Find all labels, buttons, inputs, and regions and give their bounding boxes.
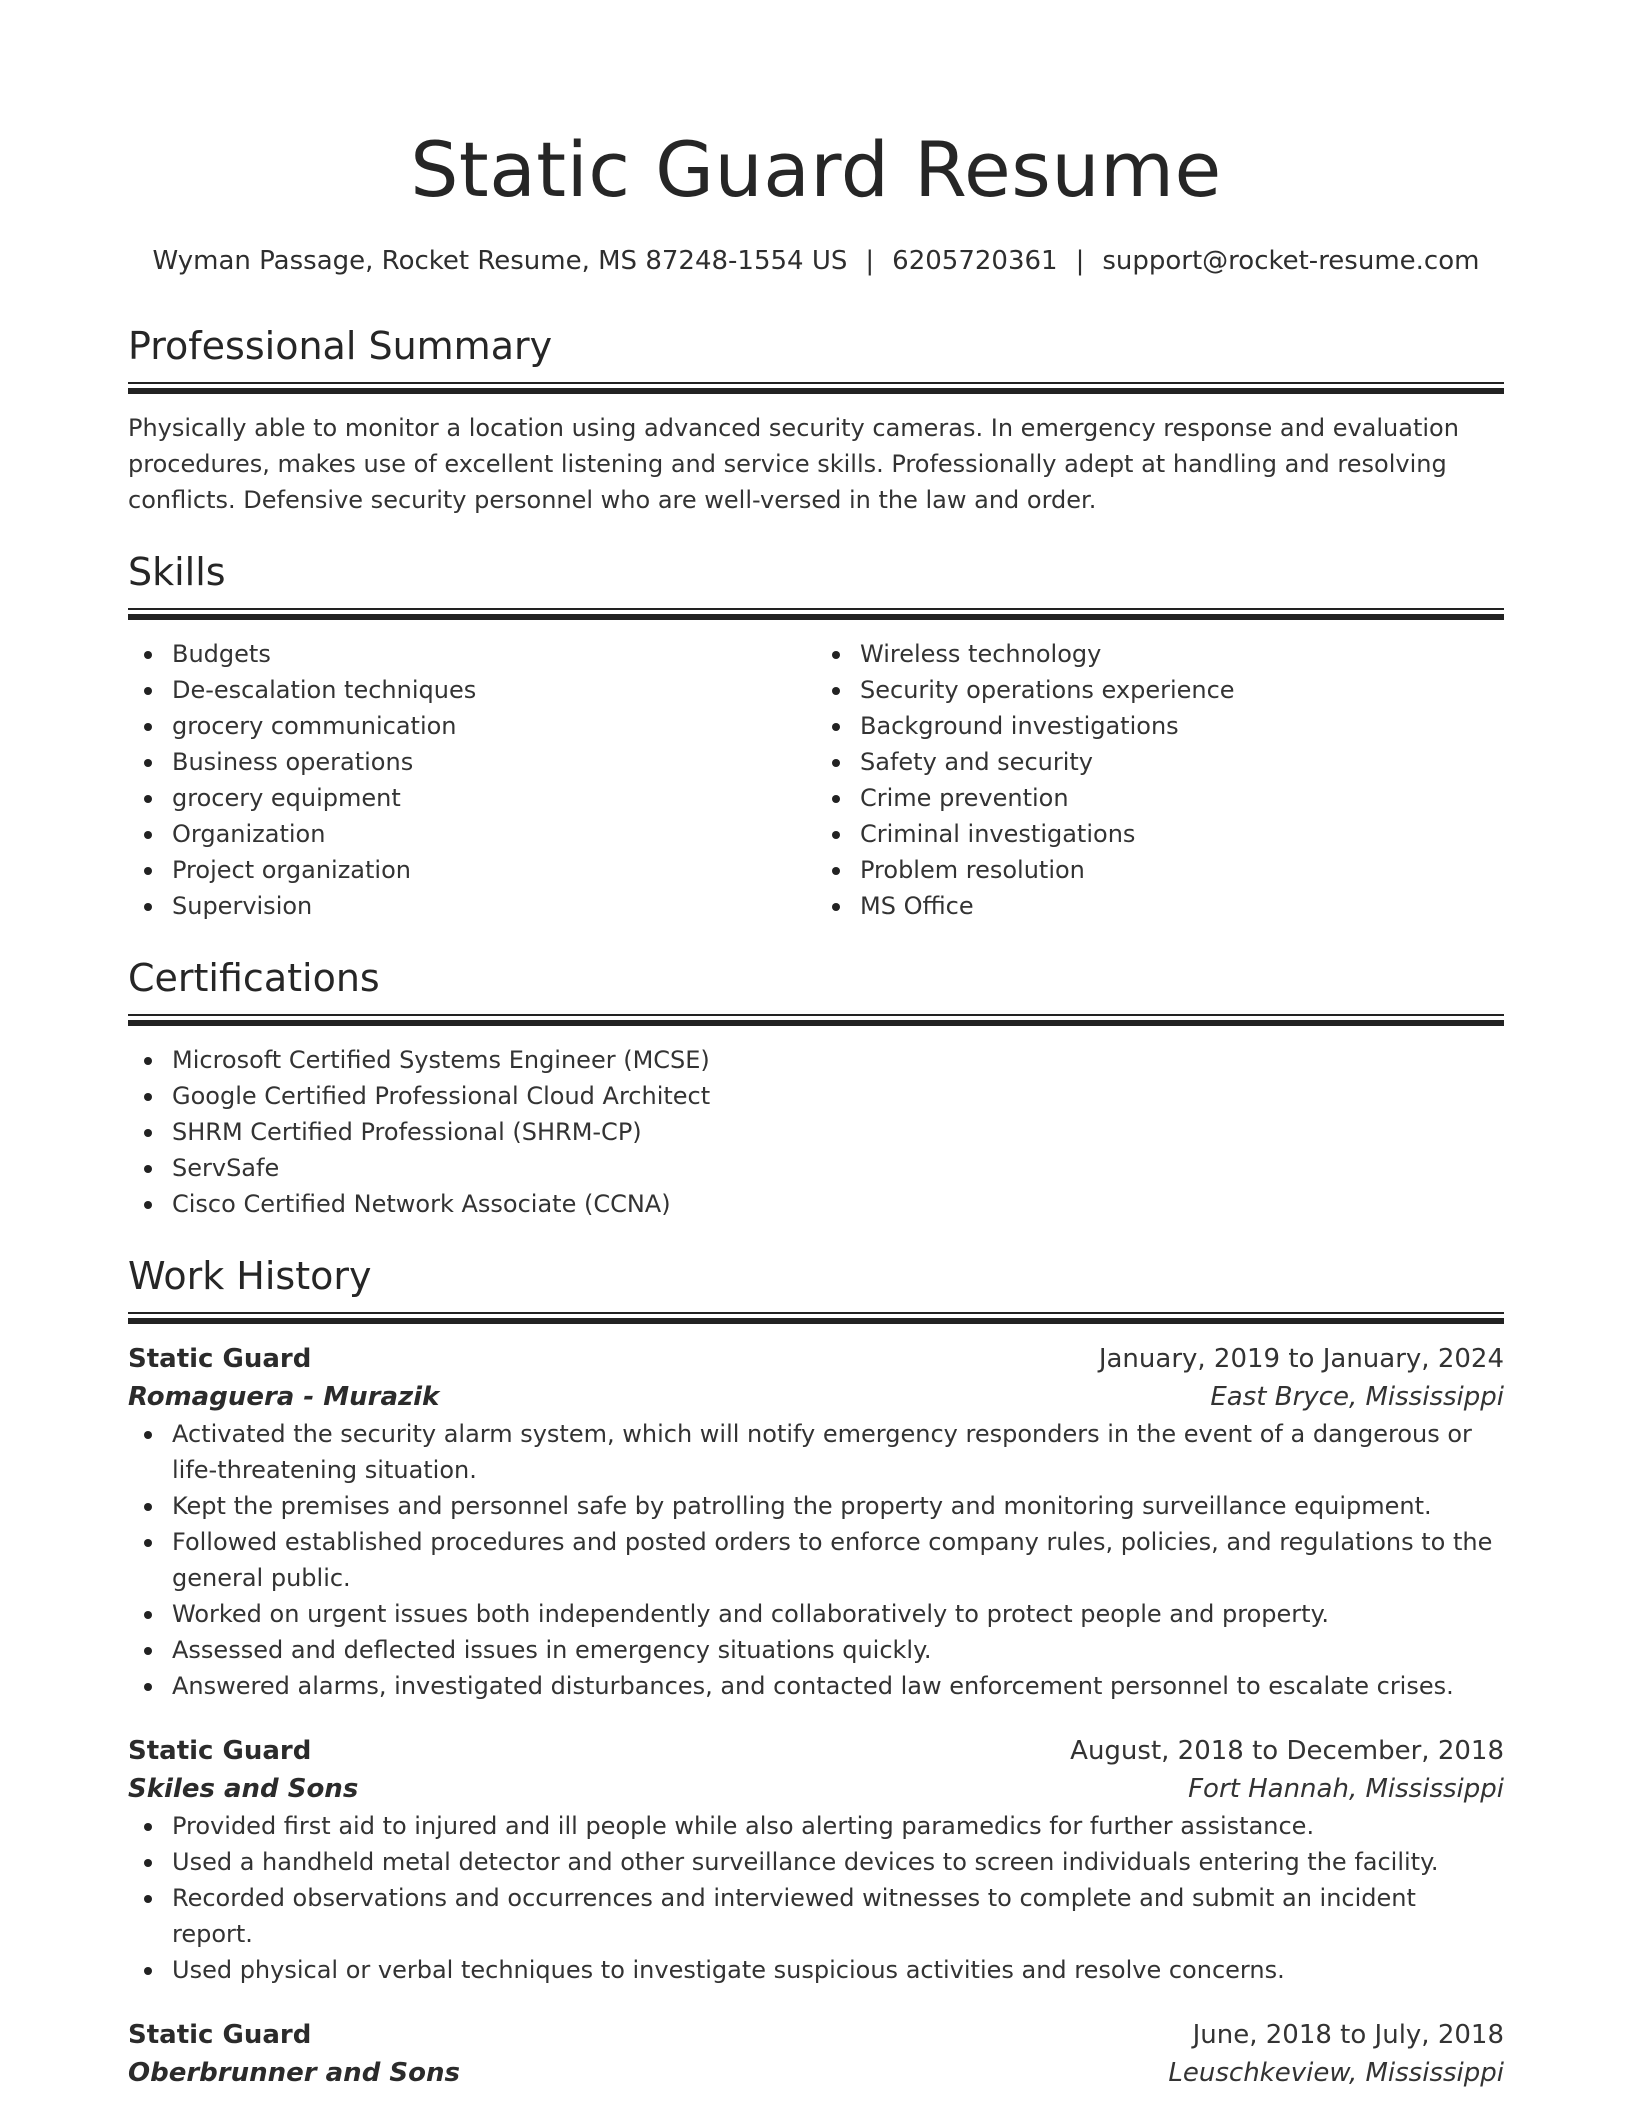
certification-item: SHRM Certified Professional (SHRM-CP) — [128, 1114, 1504, 1150]
certifications-section — [128, 952, 1504, 1222]
resume-title: Static Guard Resume — [410, 125, 1222, 214]
section-divider — [128, 382, 1504, 394]
job-location: Leuschkeview, Mississippi — [1168, 2058, 1504, 2088]
job-header — [128, 1340, 1504, 1378]
skill-item: Organization — [128, 816, 816, 852]
section-title-skills: Skills — [128, 550, 226, 594]
job-header — [128, 1732, 1504, 1770]
contact-phone: 6205720361 — [892, 246, 1058, 276]
skill-item: Problem resolution — [816, 852, 1504, 888]
job-subheader — [128, 1378, 1504, 1416]
job-title: Static Guard — [128, 1736, 312, 1766]
contact-email: support@rocket-resume.com — [1102, 246, 1480, 276]
job-bullet-list — [128, 1808, 1504, 1988]
job-bullet: Answered alarms, investigated disturbances, and contacted law enforcement personnel to escalate crises. — [128, 1668, 1504, 1704]
section-divider — [128, 1312, 1504, 1324]
job-bullet-list — [128, 1416, 1504, 1704]
job-bullet: Recorded observations and occurrences and interviewed witnesses to complete and submit an incident report. — [128, 1880, 1504, 1952]
skill-item: Business operations — [128, 744, 816, 780]
job-bullet: Followed established procedures and posted orders to enforce company rules, policies, and regulations to the general public. — [128, 1524, 1504, 1596]
certification-item: Microsoft Certified Systems Engineer (MCSE) — [128, 1042, 1504, 1078]
skill-item: De-escalation techniques — [128, 672, 816, 708]
job-entry — [128, 2016, 1504, 2092]
work-history-section — [128, 1250, 1504, 2092]
section-title-certifications: Certifications — [128, 956, 380, 1000]
skill-item: Crime prevention — [816, 780, 1504, 816]
job-entry — [128, 1340, 1504, 1704]
skills-list-right — [816, 636, 1504, 924]
summary-text: Physically able to monitor a location using advanced security cameras. In emergency response and evaluation procedures, makes use of excellent listening and service skills. Professionally adept at handling and resolving conflicts. Defensive security personnel who are well-versed in the law and order. — [128, 414, 1459, 514]
job-subheader — [128, 1770, 1504, 1808]
skill-item: MS Office — [816, 888, 1504, 924]
section-title-summary: Professional Summary — [128, 324, 553, 368]
section-title-work-history: Work History — [128, 1254, 372, 1298]
certification-item: Cisco Certified Network Associate (CCNA) — [128, 1186, 1504, 1222]
job-subheader — [128, 2054, 1504, 2092]
job-title: Static Guard — [128, 2020, 312, 2050]
skills-columns — [128, 636, 1504, 924]
skill-item: grocery communication — [128, 708, 816, 744]
job-company: Romaguera - Murazik — [128, 1382, 440, 1412]
job-bullet: Kept the premises and personnel safe by patrolling the property and monitoring surveillance equipment. — [128, 1488, 1504, 1524]
job-title: Static Guard — [128, 1344, 312, 1374]
skills-list-left — [128, 636, 816, 924]
certification-item: Google Certified Professional Cloud Architect — [128, 1078, 1504, 1114]
job-location: East Bryce, Mississippi — [1210, 1382, 1504, 1412]
job-bullet: Activated the security alarm system, which will notify emergency responders in the event of a dangerous or life-threatening situation. — [128, 1416, 1504, 1488]
job-company: Oberbrunner and Sons — [128, 2058, 460, 2088]
contact-line — [128, 244, 1504, 278]
skill-item: Project organization — [128, 852, 816, 888]
skill-item: Safety and security — [816, 744, 1504, 780]
skill-item: Supervision — [128, 888, 816, 924]
job-header — [128, 2016, 1504, 2054]
job-dates: January, 2019 to January, 2024 — [1098, 1344, 1504, 1374]
job-dates: August, 2018 to December, 2018 — [1070, 1736, 1504, 1766]
job-bullet: Provided first aid to injured and ill people while also alerting paramedics for further assistance. — [128, 1808, 1504, 1844]
certifications-list — [128, 1042, 1504, 1222]
section-divider — [128, 1014, 1504, 1026]
skills-section — [128, 546, 1504, 924]
contact-separator: | — [1075, 246, 1085, 276]
contact-separator: | — [865, 246, 875, 276]
skill-item: grocery equipment — [128, 780, 816, 816]
skill-item: Background investigations — [816, 708, 1504, 744]
job-location: Fort Hannah, Mississippi — [1188, 1774, 1504, 1804]
job-company: Skiles and Sons — [128, 1774, 359, 1804]
contact-address: Wyman Passage, Rocket Resume, MS 87248-1554 US — [152, 246, 848, 276]
job-entry — [128, 1732, 1504, 1988]
skill-item: Criminal investigations — [816, 816, 1504, 852]
skill-item: Budgets — [128, 636, 816, 672]
skill-item: Security operations experience — [816, 672, 1504, 708]
skill-item: Wireless technology — [816, 636, 1504, 672]
summary-section — [128, 320, 1504, 518]
certification-item: ServSafe — [128, 1150, 1504, 1186]
job-bullet: Used a handheld metal detector and other surveillance devices to screen individuals entering the facility. — [128, 1844, 1504, 1880]
job-bullet: Used physical or verbal techniques to investigate suspicious activities and resolve concerns. — [128, 1952, 1504, 1988]
job-dates: June, 2018 to July, 2018 — [1192, 2020, 1504, 2050]
job-bullet: Assessed and deflected issues in emergency situations quickly. — [128, 1632, 1504, 1668]
section-divider — [128, 608, 1504, 620]
job-bullet: Worked on urgent issues both independently and collaboratively to protect people and property. — [128, 1596, 1504, 1632]
